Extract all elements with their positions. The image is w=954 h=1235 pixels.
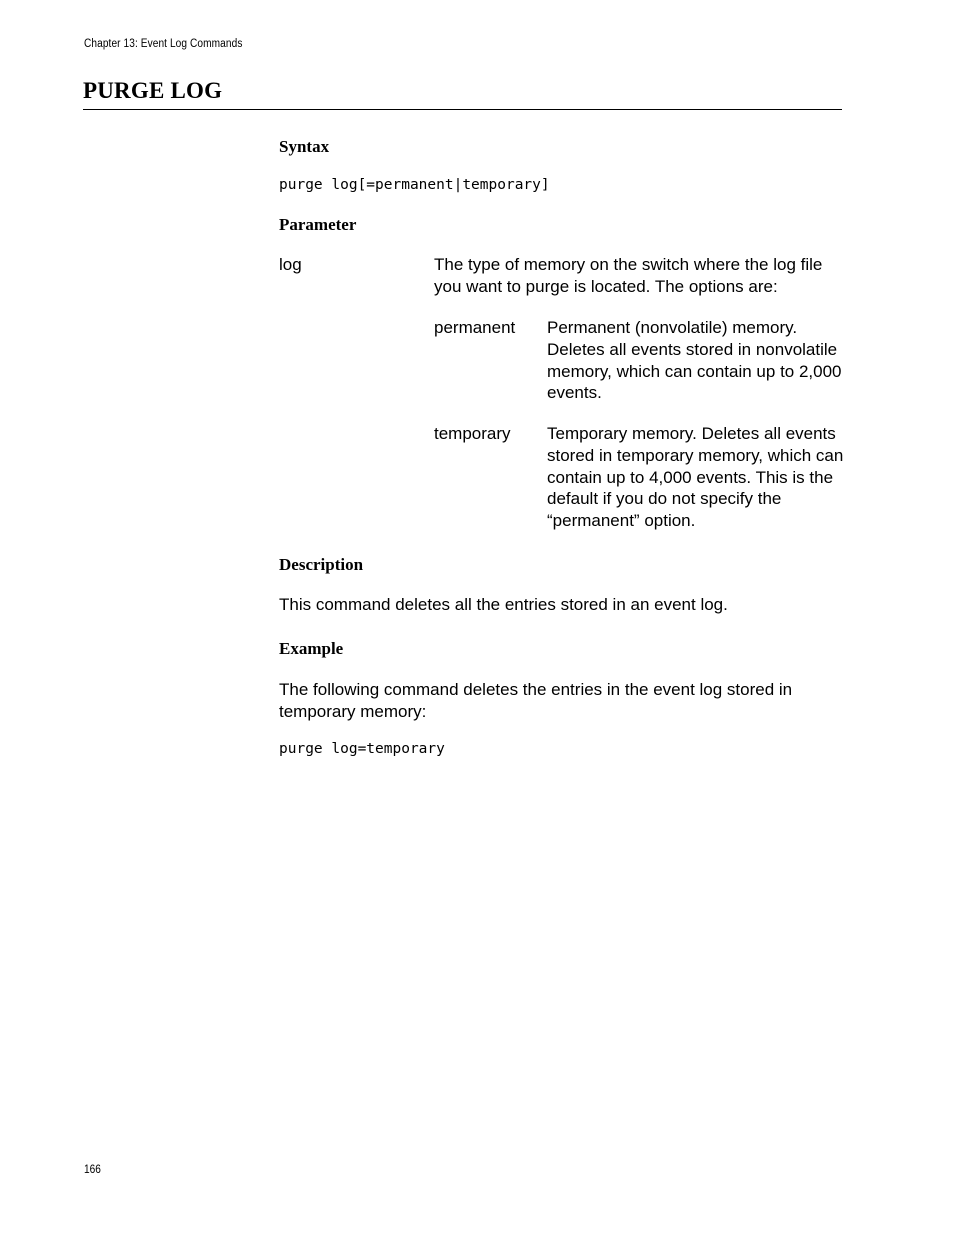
page-number: 166 [84, 1164, 101, 1176]
syntax-code: purge log[=permanent|temporary] [279, 177, 550, 193]
example-code: purge log=temporary [279, 741, 445, 757]
description-heading: Description [279, 555, 364, 574]
page-title: PURGE LOG [83, 78, 223, 103]
parameter-name: log [279, 255, 302, 274]
option-name-temporary: temporary [434, 424, 511, 443]
option-description-temporary: Temporary memory. Deletes all events stored in temporary memory, which can contain up to 4,000 events. This is the default if you do not specify the “permanent” option. [547, 424, 844, 531]
option-description-permanent: Permanent (nonvolatile) memory. Deletes all events stored in nonvolatile memory, which can contain up to 2,000 events. [547, 318, 842, 403]
description-text: This command deletes all the entries stored in an event log. [279, 595, 728, 614]
parameter-description: The type of memory on the switch where the log file you want to purge is located. The options are: [434, 255, 823, 296]
option-name-permanent: permanent [434, 318, 516, 337]
example-text: The following command deletes the entries in the event log stored in temporary memory: [279, 680, 793, 721]
parameter-heading: Parameter [279, 215, 357, 234]
running-header: Chapter 13: Event Log Commands [84, 38, 243, 50]
title-divider [83, 109, 842, 110]
example-heading: Example [279, 639, 344, 658]
syntax-heading: Syntax [279, 137, 330, 156]
